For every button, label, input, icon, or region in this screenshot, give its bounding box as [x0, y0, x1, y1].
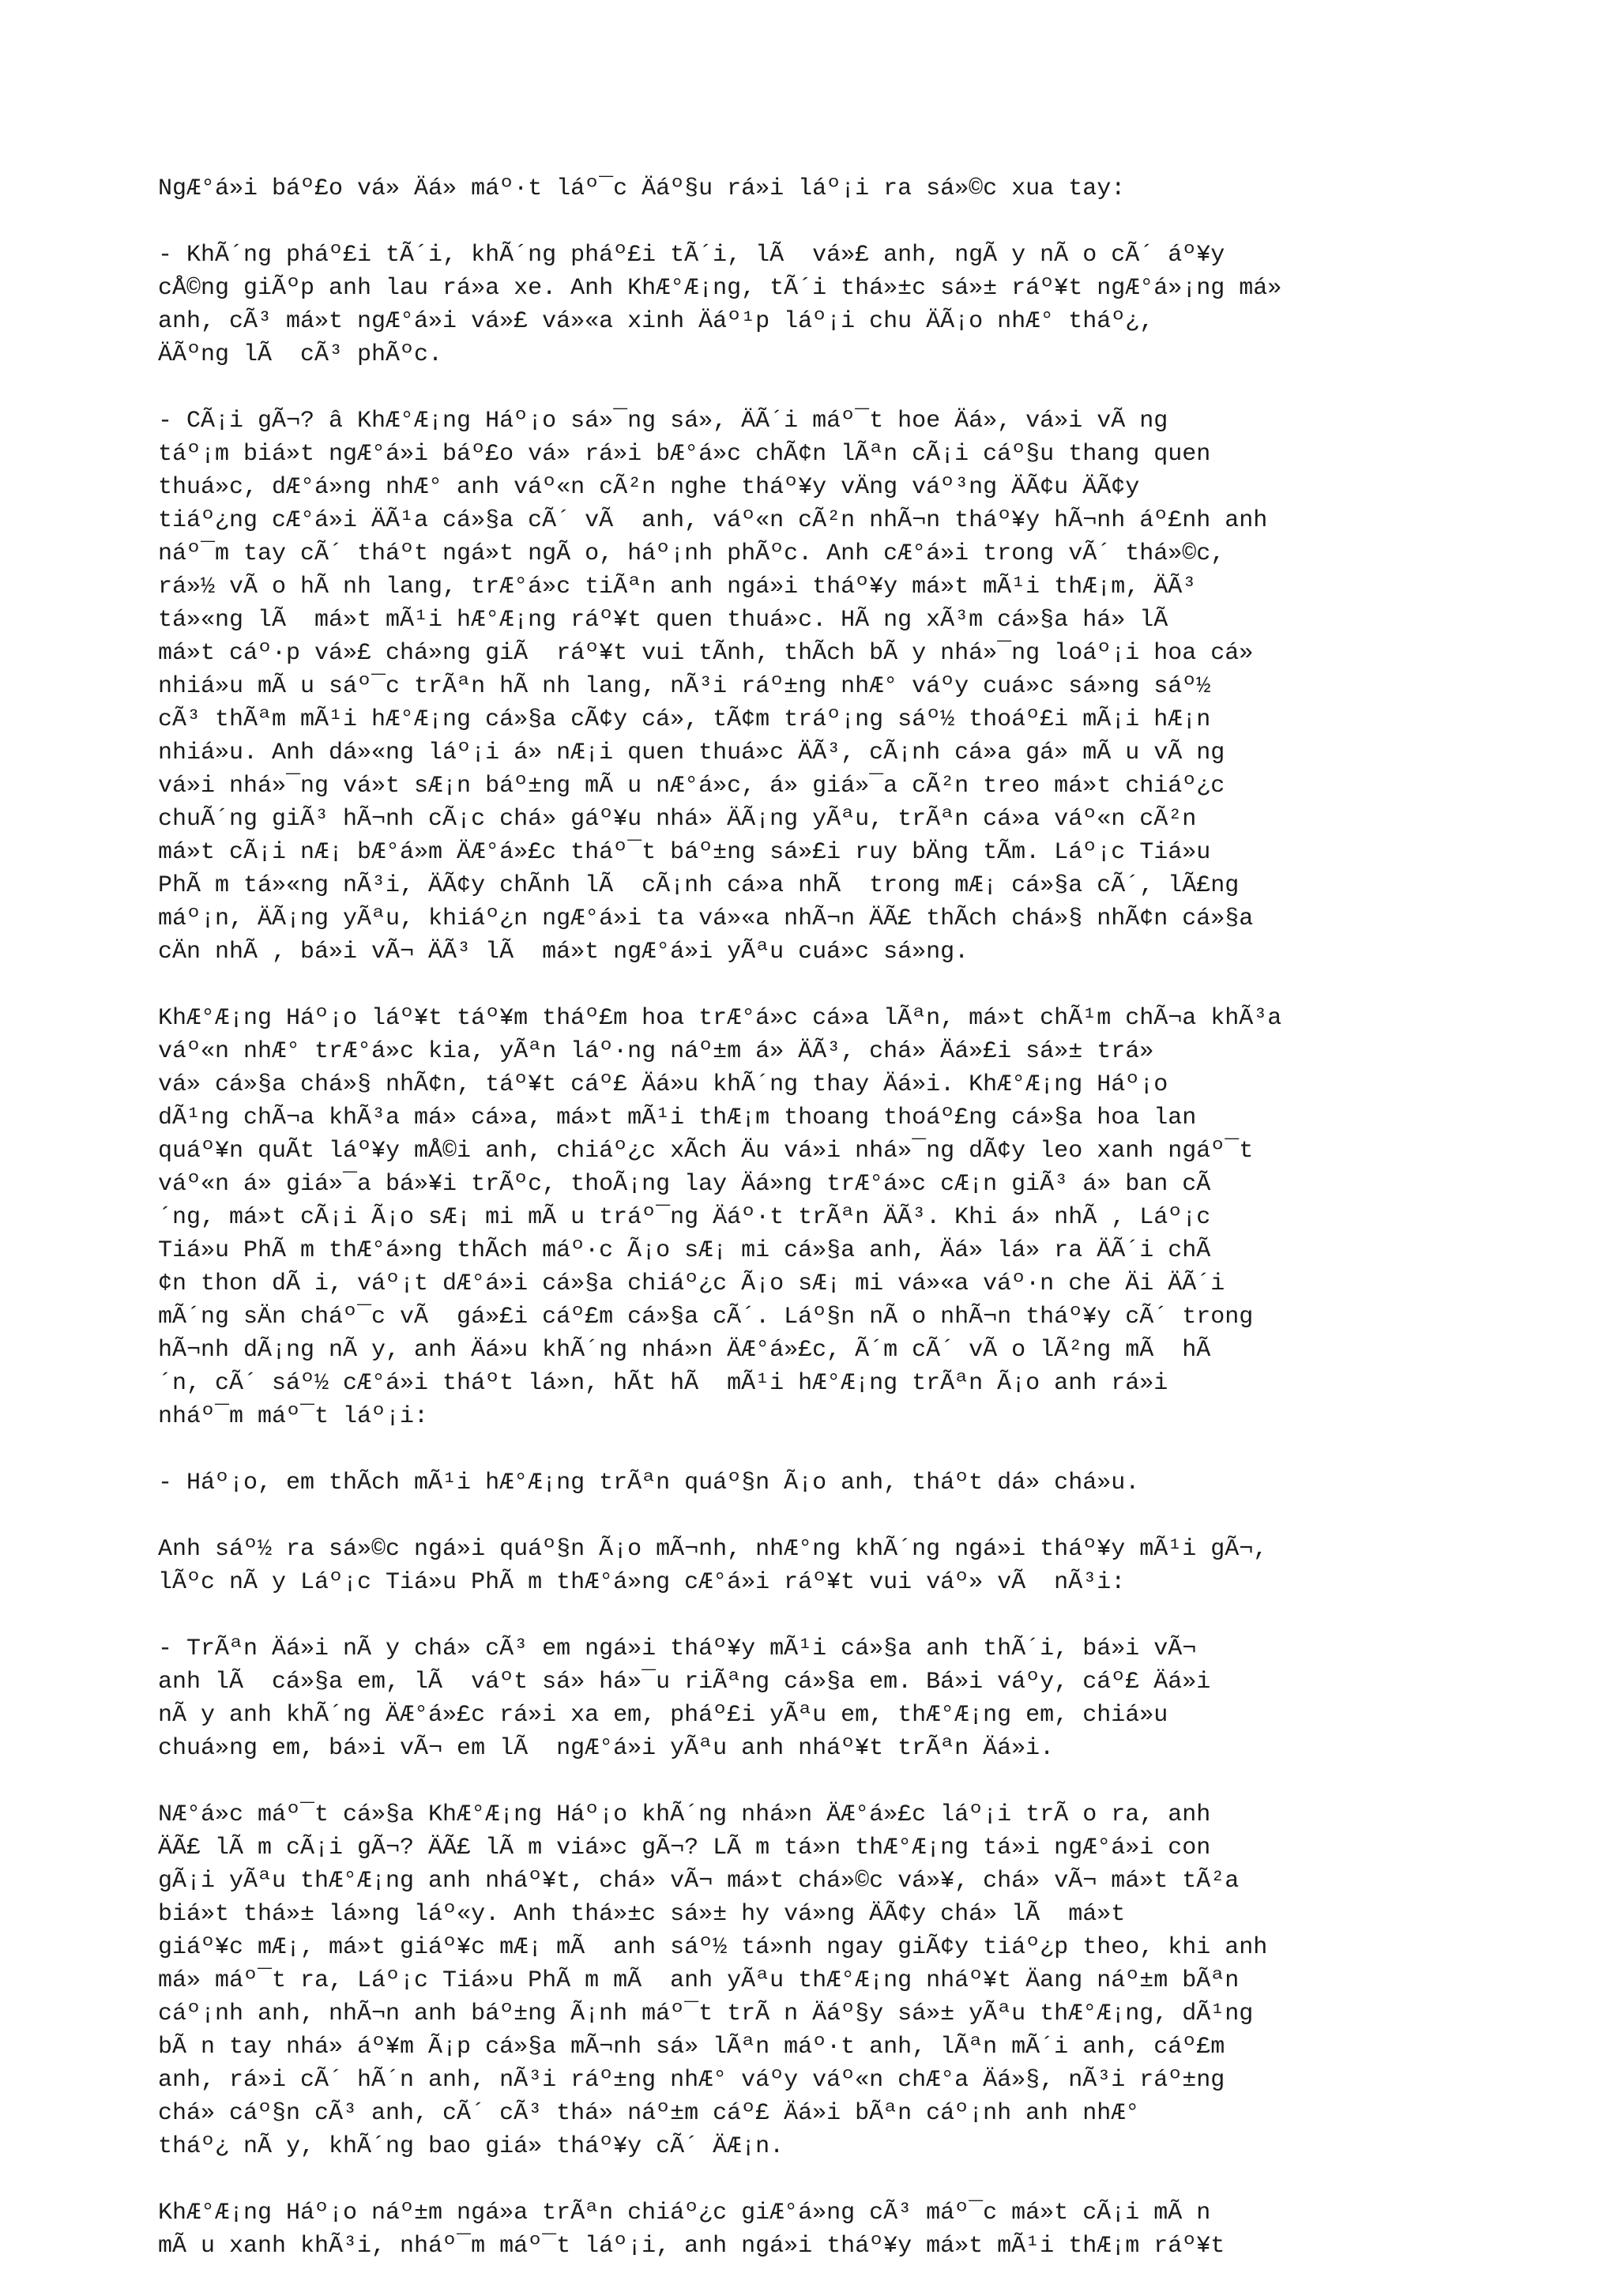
text-line: NgÆ°á»i báº£o vá» Äá» máº·t láº¯c Äáº§u rá»i láº¡i ra sá»©c xua tay: — [158, 175, 1126, 202]
text-line: máº¡n, ÄÃ¡ng yÃªu, khiáº¿n ngÆ°á»i ta vá»«a nhÃ¬n ÄÃ£ thÃch chá»§ nhÃ¢n cá»§a — [158, 905, 1254, 932]
text-line: bÃ n tay nhá» áº¥m Ã¡p cá»§a mÃ¬nh sá» lÃªn máº·t anh, lÃªn mÃ´i anh, cáº£m — [158, 2034, 1225, 2061]
document-body — [158, 172, 1438, 2296]
text-line: anh, cÃ³ má»t ngÆ°á»i vá»£ vá»«a xinh Äáº¹p láº¡i chu ÄÃ¡o nhÆ° tháº¿, — [158, 308, 1154, 335]
text-line: ÄÃºng lÃ cÃ³ phÃºc. — [158, 341, 443, 368]
text-line: - KhÃ´ng pháº£i tÃ´i, khÃ´ng pháº£i tÃ´i, lÃ vá»£ anh, ngÃ y nÃ o cÃ´ áº¥y — [158, 242, 1225, 269]
text-line: vá»i nhá»¯ng vá»t sÆ¡n báº±ng mÃ u nÆ°á»c, á» giá»¯a cÃ²n treo má»t chiáº¿c — [158, 773, 1225, 800]
text-line: mÃ´ng sÄn cháº¯c vÃ gá»£i cáº£m cá»§a cÃ´. Láº§n nÃ o nhÃ¬n tháº¥y cÃ´ trong — [158, 1304, 1254, 1331]
text-line: nhiá»u. Anh dá»«ng láº¡i á» nÆ¡i quen thuá»c ÄÃ³, cÃ¡nh cá»a gá» mÃ u vÃ ng — [158, 740, 1225, 766]
text-line: ¢n thon dÃ i, váº¡t dÆ°á»i cá»§a chiáº¿c Ã¡o sÆ¡ mi vá»«a váº·n che Äi ÄÃ´i — [158, 1270, 1225, 1297]
text-line: nháº¯m máº¯t láº¡i: — [158, 1403, 429, 1430]
text-line: ´ng, má»t cÃ¡i Ã¡o sÆ¡ mi mÃ u tráº¯ng Äáº·t trÃªn ÄÃ³. Khi á» nhÃ , Láº¡c — [158, 1204, 1211, 1231]
text-line: náº¯m tay cÃ´ tháºt ngá»t ngÃ o, háº¡nh phÃºc. Anh cÆ°á»i trong vÃ´ thá»©c, — [158, 540, 1225, 567]
text-line: hÃ¬nh dÃ¡ng nÃ y, anh Äá»u khÃ´ng nhá»n ÄÆ°á»£c, Ã´m cÃ´ vÃ o lÃ²ng mÃ hÃ — [158, 1337, 1211, 1364]
text-line: gÃ¡i yÃªu thÆ°Æ¡ng anh nháº¥t, chá» vÃ¬ má»t chá»©c vá»¥, chá» vÃ¬ má»t tÃ²a — [158, 1868, 1240, 1895]
text-line: Anh sáº½ ra sá»©c ngá»i quáº§n Ã¡o mÃ¬nh, nhÆ°ng khÃ´ng ngá»i tháº¥y mÃ¹i gÃ¬, — [158, 1536, 1268, 1563]
paragraph — [158, 1632, 1438, 1765]
text-line: chuá»ng em, bá»i vÃ¬ em lÃ ngÆ°á»i yÃªu anh nháº¥t trÃªn Äá»i. — [158, 1735, 1055, 1762]
paragraph — [158, 2196, 1438, 2263]
text-line: cÄn nhÃ , bá»i vÃ¬ ÄÃ³ lÃ má»t ngÆ°á»i yÃªu cuá»c sá»ng. — [158, 939, 969, 965]
text-line: chuÃ´ng giÃ³ hÃ¬nh cÃ¡c chá» gáº¥u nhá» ÄÃ¡ng yÃªu, trÃªn cá»a váº«n cÃ²n — [158, 806, 1197, 833]
text-line: cÃ³ thÃªm mÃ¹i hÆ°Æ¡ng cá»§a cÃ¢y cá», tÃ¢m tráº¡ng sáº½ thoáº£i mÃ¡i hÆ¡n — [158, 706, 1211, 733]
paragraph — [158, 1533, 1438, 1599]
paragraph — [158, 1002, 1438, 1433]
text-line: vá» cá»§a chá»§ nhÃ¢n, táº¥t cáº£ Äá»u khÃ´ng thay Äá»i. KhÆ°Æ¡ng Háº¡o — [158, 1071, 1168, 1098]
text-line: ÄÃ£ lÃ m cÃ¡i gÃ¬? ÄÃ£ lÃ m viá»c gÃ¬? LÃ m tá»n thÆ°Æ¡ng tá»i ngÆ°á»i con — [158, 1835, 1211, 1861]
text-line: KhÆ°Æ¡ng Háº¡o láº¥t táº¥m tháº£m hoa trÆ°á»c cá»a lÃªn, má»t chÃ¹m chÃ¬a khÃ³a — [158, 1005, 1282, 1032]
text-line: tiáº¿ng cÆ°á»i ÄÃ¹a cá»§a cÃ´ vÃ anh, váº«n cÃ²n nhÃ¬n tháº¥y hÃ¬nh áº£nh anh — [158, 507, 1268, 534]
paragraph — [158, 1798, 1438, 2163]
paragraph — [158, 1466, 1438, 1500]
text-line: má»t cÃ¡i nÆ¡ bÆ°á»m ÄÆ°á»£c tháº¯t báº±ng sá»£i ruy bÄng tÃm. Láº¡c Tiá»u — [158, 839, 1211, 866]
text-line: váº«n nhÆ° trÆ°á»c kia, yÃªn láº·ng náº±m á» ÄÃ³, chá» Äá»£i sá»± trá» — [158, 1038, 1154, 1065]
text-line: - CÃ¡i gÃ¬? â KhÆ°Æ¡ng Háº¡o sá»¯ng sá», ÄÃ´i máº¯t hoe Äá», vá»i vÃ ng — [158, 408, 1168, 435]
paragraph — [158, 405, 1438, 969]
text-line: PhÃ m tá»«ng nÃ³i, ÄÃ¢y chÃnh lÃ cÃ¡nh cá»a nhÃ trong mÆ¡ cá»§a cÃ´, lÃ£ng — [158, 872, 1240, 899]
text-line: KhÆ°Æ¡ng Háº¡o náº±m ngá»a trÃªn chiáº¿c giÆ°á»ng cÃ³ máº¯c má»t cÃ¡i mÃ n — [158, 2200, 1211, 2226]
text-line: quáº¥n quÃt láº¥y mÅ©i anh, chiáº¿c xÃch Äu vá»i nhá»¯ng dÃ¢y leo xanh ngáº¯t — [158, 1138, 1254, 1165]
text-line: táº¡m biá»t ngÆ°á»i báº£o vá» rá»i bÆ°á»c chÃ¢n lÃªn cÃ¡i cáº§u thang quen — [158, 441, 1211, 468]
text-line: giáº¥c mÆ¡, má»t giáº¥c mÆ¡ mÃ anh sáº½ tá»nh ngay giÃ¢y tiáº¿p theo, khi anh — [158, 1934, 1268, 1961]
text-line: ´n, cÃ´ sáº½ cÆ°á»i tháºt lá»n, hÃt hÃ mÃ¹i hÆ°Æ¡ng trÃªn Ã¡o anh rá»i — [158, 1370, 1168, 1397]
text-line: cÅ©ng giÃºp anh lau rá»a xe. Anh KhÆ°Æ¡ng, tÃ´i thá»±c sá»± ráº¥t ngÆ°á»¡ng má» — [158, 275, 1282, 302]
text-line: thuá»c, dÆ°á»ng nhÆ° anh váº«n cÃ²n nghe tháº¥y vÄng váº³ng ÄÃ¢u ÄÃ¢y — [158, 474, 1140, 501]
text-line: rá»½ vÃ o hÃ nh lang, trÆ°á»c tiÃªn anh ngá»i tháº¥y má»t mÃ¹i thÆ¡m, ÄÃ³ — [158, 574, 1197, 600]
text-line: dÃ¹ng chÃ¬a khÃ³a má» cá»a, má»t mÃ¹i thÆ¡m thoang thoáº£ng cá»§a hoa lan — [158, 1105, 1197, 1131]
paragraph — [158, 239, 1438, 371]
text-line: mÃ u xanh khÃ³i, nháº¯m máº¯t láº¡i, anh ngá»i tháº¥y má»t mÃ¹i thÆ¡m ráº¥t — [158, 2233, 1225, 2260]
text-line: - TrÃªn Äá»i nÃ y chá» cÃ³ em ngá»i tháº¥y mÃ¹i cá»§a anh thÃ´i, bá»i vÃ¬ — [158, 1635, 1197, 1662]
text-line: váº«n á» giá»¯a bá»¥i trÃºc, thoÃ¡ng lay Äá»ng trÆ°á»c cÆ¡n giÃ³ á» ban cÃ — [158, 1171, 1211, 1198]
text-line: lÃºc nÃ y Láº¡c Tiá»u PhÃ m thÆ°á»ng cÆ°á»i ráº¥t vui váº» vÃ nÃ³i: — [158, 1569, 1126, 1596]
text-line: cáº¡nh anh, nhÃ¬n anh báº±ng Ã¡nh máº¯t trÃ n Äáº§y sá»± yÃªu thÆ°Æ¡ng, dÃ¹ng — [158, 2001, 1254, 2027]
text-line: anh lÃ cá»§a em, lÃ váºt sá» há»¯u riÃªng cá»§a em. Bá»i váºy, cáº£ Äá»i — [158, 1669, 1211, 1696]
text-line: nÃ y anh khÃ´ng ÄÆ°á»£c rá»i xa em, pháº£i yÃªu em, thÆ°Æ¡ng em, chiá»u — [158, 1702, 1168, 1729]
text-line: anh, rá»i cÃ´ hÃ´n anh, nÃ³i ráº±ng nhÆ° váºy váº«n chÆ°a Äá»§, nÃ³i ráº±ng — [158, 2067, 1225, 2094]
text-line: tháº¿ nÃ y, khÃ´ng bao giá» tháº¥y cÃ´ ÄÆ¡n. — [158, 2133, 785, 2160]
text-line: NÆ°á»c máº¯t cá»§a KhÆ°Æ¡ng Háº¡o khÃ´ng nhá»n ÄÆ°á»£c láº¡i trÃ o ra, anh — [158, 1801, 1211, 1828]
text-line: chá» cáº§n cÃ³ anh, cÃ´ cÃ³ thá» náº±m cáº£ Äá»i bÃªn cáº¡nh anh nhÆ° — [158, 2100, 1140, 2127]
paragraph — [158, 172, 1438, 205]
text-line: Tiá»u PhÃ m thÆ°á»ng thÃch máº·c Ã¡o sÆ¡ mi cá»§a anh, Äá» lá» ra ÄÃ´i chÃ — [158, 1237, 1211, 1264]
text-line: - Háº¡o, em thÃch mÃ¹i hÆ°Æ¡ng trÃªn quáº§n Ã¡o anh, tháºt dá» chá»u. — [158, 1470, 1140, 1496]
text-line: tá»«ng lÃ má»t mÃ¹i hÆ°Æ¡ng ráº¥t quen thuá»c. HÃ ng xÃ³m cá»§a há» lÃ — [158, 607, 1183, 634]
text-line: nhiá»u mÃ u sáº¯c trÃªn hÃ nh lang, nÃ³i ráº±ng nhÆ° váºy cuá»c sá»ng sáº½ — [158, 673, 1211, 700]
text-line: má» máº¯t ra, Láº¡c Tiá»u PhÃ m mÃ anh yÃªu thÆ°Æ¡ng nháº¥t Äang náº±m bÃªn — [158, 1967, 1240, 1994]
text-line: biá»t thá»± lá»ng láº«y. Anh thá»±c sá»± hy vá»ng ÄÃ¢y chá» lÃ má»t — [158, 1901, 1126, 1928]
text-line: má»t cáº·p vá»£ chá»ng giÃ ráº¥t vui tÃnh, thÃch bÃ y nhá»¯ng loáº¡i hoa cá» — [158, 640, 1254, 667]
